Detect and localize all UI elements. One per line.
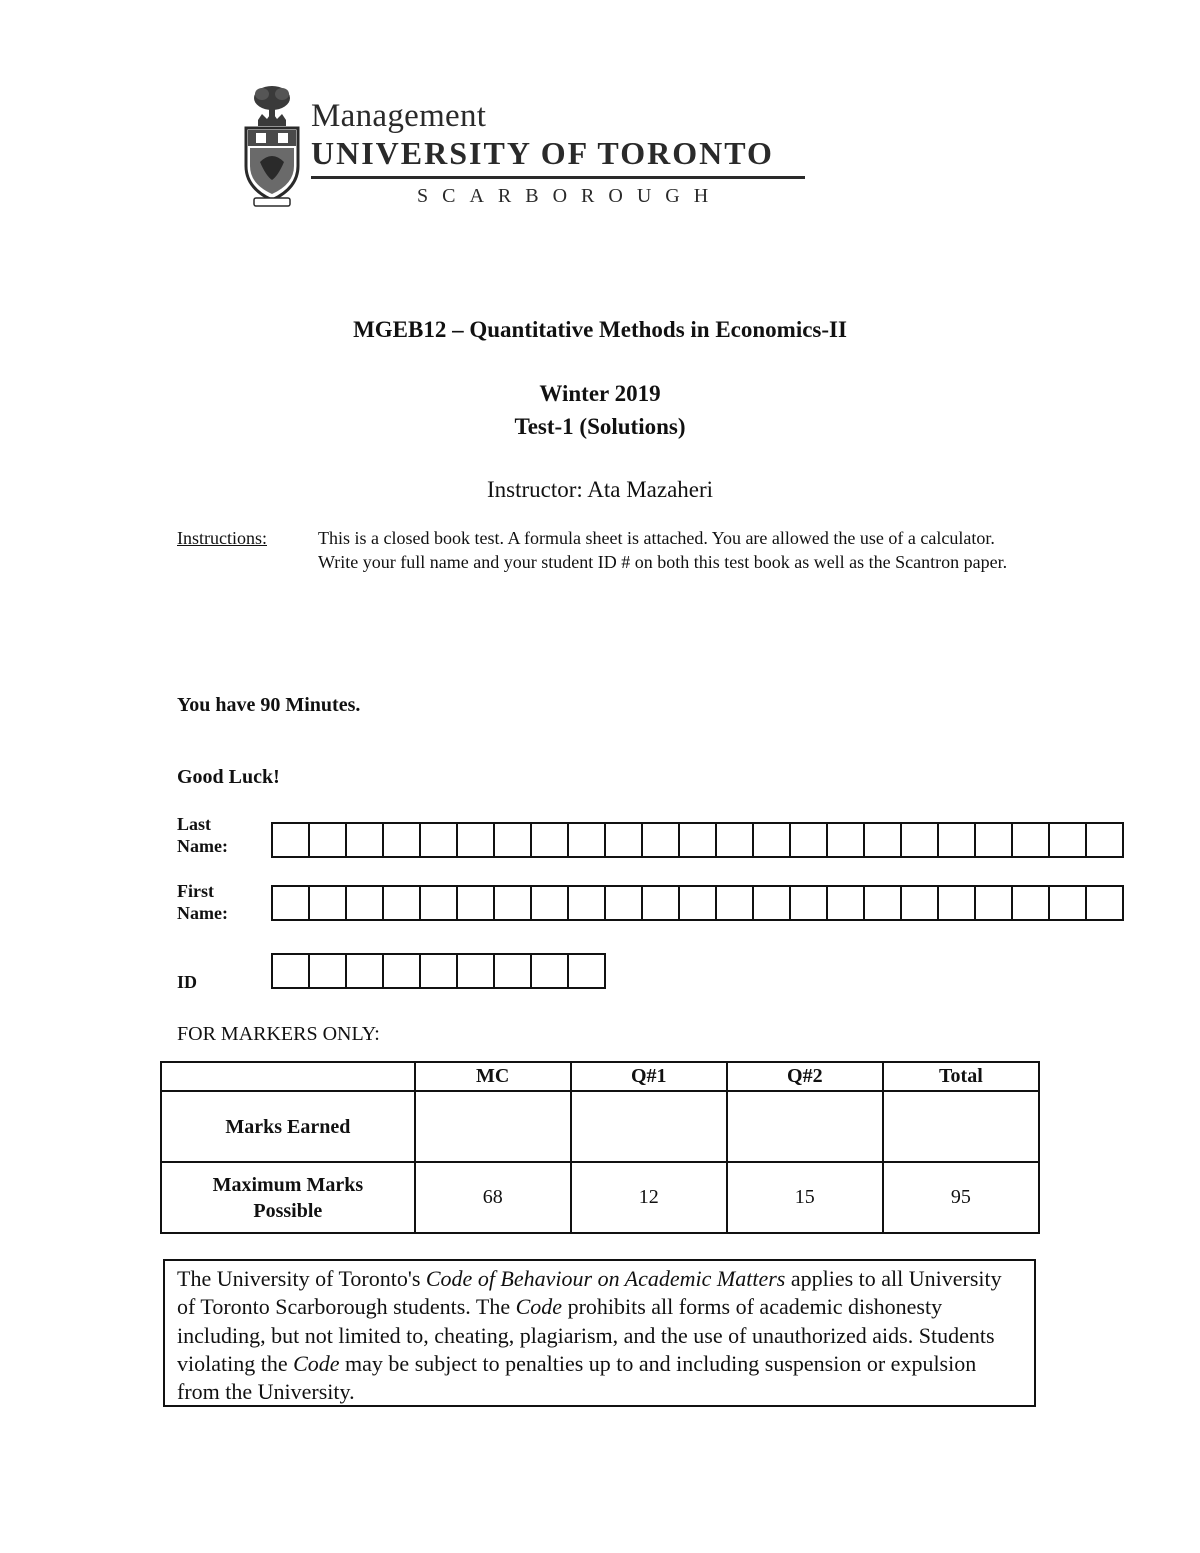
good-luck: Good Luck! bbox=[177, 766, 280, 788]
header-blank bbox=[161, 1062, 415, 1091]
instructions-line-2: Write your full name and your student ID # on both this test book as well as the Scantron paper. bbox=[318, 551, 1008, 572]
marks-earned-label: Marks Earned bbox=[161, 1091, 415, 1162]
max-total-value: 95 bbox=[883, 1162, 1039, 1233]
marks-earned-q2-cell[interactable] bbox=[727, 1091, 883, 1162]
last-name-boxes[interactable] bbox=[271, 822, 1124, 858]
last-name-box[interactable] bbox=[754, 822, 791, 858]
first-name-box[interactable] bbox=[680, 885, 717, 921]
last-name-label-line-1: Last bbox=[177, 814, 212, 834]
header-mc: MC bbox=[415, 1062, 571, 1091]
id-box[interactable] bbox=[421, 953, 458, 989]
last-name-label bbox=[177, 813, 257, 857]
code-notice-text-4: may be subject to penalties up to and including suspension or expulsion from the University. bbox=[177, 1350, 977, 1405]
instructions-label: Instructions: bbox=[177, 528, 267, 548]
id-box[interactable] bbox=[458, 953, 495, 989]
max-marks-row bbox=[161, 1162, 1039, 1233]
first-name-label-line-2: Name: bbox=[177, 903, 228, 923]
time-note: You have 90 Minutes. bbox=[177, 694, 361, 716]
last-name-box[interactable] bbox=[828, 822, 865, 858]
last-name-box[interactable] bbox=[1050, 822, 1087, 858]
last-name-box[interactable] bbox=[495, 822, 532, 858]
max-marks-label-line-1: Maximum Marks bbox=[212, 1173, 364, 1196]
first-name-box[interactable] bbox=[976, 885, 1013, 921]
first-name-box[interactable] bbox=[1050, 885, 1087, 921]
university-crest-icon bbox=[240, 84, 304, 208]
last-name-box[interactable] bbox=[458, 822, 495, 858]
logo-university-text: UNIVERSITY OF TORONTO bbox=[311, 135, 774, 171]
instructions-text bbox=[318, 527, 1018, 574]
max-q1-value: 12 bbox=[571, 1162, 727, 1233]
markers-title: FOR MARKERS ONLY: bbox=[177, 1023, 380, 1045]
marks-earned-mc-cell[interactable] bbox=[415, 1091, 571, 1162]
last-name-label-line-2: Name: bbox=[177, 836, 228, 856]
course-title: MGEB12 – Quantitative Methods in Economics-II bbox=[353, 317, 847, 342]
logo-divider bbox=[311, 176, 805, 179]
code-notice-italic-1: Code of Behaviour on Academic Matters bbox=[425, 1266, 786, 1291]
id-box[interactable] bbox=[495, 953, 532, 989]
marks-earned-total-cell[interactable] bbox=[883, 1091, 1039, 1162]
logo-campus-text: SCARBOROUGH bbox=[417, 185, 723, 207]
last-name-box[interactable] bbox=[865, 822, 902, 858]
id-boxes[interactable] bbox=[271, 953, 606, 989]
first-name-box[interactable] bbox=[1013, 885, 1050, 921]
max-marks-label bbox=[161, 1162, 415, 1233]
last-name-box[interactable] bbox=[384, 822, 421, 858]
code-of-behaviour-notice bbox=[163, 1259, 1036, 1407]
last-name-box[interactable] bbox=[976, 822, 1013, 858]
header-q1: Q#1 bbox=[571, 1062, 727, 1091]
first-name-box[interactable] bbox=[939, 885, 976, 921]
code-notice-text-3: prohibits all forms of academic dishonesty including, but not limited to, cheating, plagiarism, and the use of unauthorized aids. Students violating the bbox=[177, 1294, 995, 1376]
id-box[interactable] bbox=[273, 953, 310, 989]
code-notice-italic-3: Code bbox=[293, 1350, 340, 1376]
last-name-box[interactable] bbox=[1087, 822, 1124, 858]
last-name-box[interactable] bbox=[310, 822, 347, 858]
last-name-box[interactable] bbox=[569, 822, 606, 858]
id-label: ID bbox=[177, 972, 198, 992]
header-total: Total bbox=[883, 1062, 1039, 1091]
last-name-box[interactable] bbox=[643, 822, 680, 858]
id-box[interactable] bbox=[384, 953, 421, 989]
test-name: Test-1 (Solutions) bbox=[514, 414, 686, 439]
first-name-box[interactable] bbox=[347, 885, 384, 921]
markers-table bbox=[160, 1061, 1040, 1234]
marks-earned-row bbox=[161, 1091, 1039, 1162]
first-name-box[interactable] bbox=[606, 885, 643, 921]
code-notice-text-2: applies to all University of Toronto Scarborough students. The bbox=[177, 1266, 1002, 1320]
first-name-box[interactable] bbox=[569, 885, 606, 921]
last-name-box[interactable] bbox=[717, 822, 754, 858]
id-box[interactable] bbox=[347, 953, 384, 989]
last-name-box[interactable] bbox=[791, 822, 828, 858]
first-name-box[interactable] bbox=[310, 885, 347, 921]
code-notice-italic-2: Code bbox=[515, 1294, 563, 1320]
first-name-box[interactable] bbox=[754, 885, 791, 921]
last-name-box[interactable] bbox=[1013, 822, 1050, 858]
last-name-box[interactable] bbox=[347, 822, 384, 858]
logo-management-text: Management bbox=[311, 98, 487, 134]
header-q2: Q#2 bbox=[727, 1062, 883, 1091]
first-name-box[interactable] bbox=[902, 885, 939, 921]
last-name-box[interactable] bbox=[606, 822, 643, 858]
id-box[interactable] bbox=[532, 953, 569, 989]
id-box[interactable] bbox=[310, 953, 347, 989]
first-name-label bbox=[177, 880, 257, 924]
first-name-box[interactable] bbox=[384, 885, 421, 921]
first-name-box[interactable] bbox=[532, 885, 569, 921]
max-q2-value: 15 bbox=[727, 1162, 883, 1233]
code-notice-text-1: The University of Toronto's bbox=[177, 1266, 426, 1291]
first-name-box[interactable] bbox=[273, 885, 310, 921]
first-name-box[interactable] bbox=[643, 885, 680, 921]
term: Winter 2019 bbox=[539, 381, 661, 406]
instructions-line-1: This is a closed book test. A formula sheet is attached. You are allowed the use of a calculator. bbox=[318, 528, 995, 548]
first-name-box[interactable] bbox=[717, 885, 754, 921]
max-marks-label-line-2: Possible bbox=[253, 1199, 323, 1222]
marks-earned-q1-cell[interactable] bbox=[571, 1091, 727, 1162]
max-mc-value: 68 bbox=[415, 1162, 571, 1233]
last-name-box[interactable] bbox=[939, 822, 976, 858]
id-box[interactable] bbox=[569, 953, 606, 989]
table-header-row bbox=[161, 1062, 1039, 1091]
first-name-box[interactable] bbox=[495, 885, 532, 921]
first-name-box[interactable] bbox=[421, 885, 458, 921]
last-name-box[interactable] bbox=[273, 822, 310, 858]
instructor: Instructor: Ata Mazaheri bbox=[486, 477, 714, 502]
first-name-box[interactable] bbox=[1087, 885, 1124, 921]
first-name-box[interactable] bbox=[458, 885, 495, 921]
last-name-box[interactable] bbox=[680, 822, 717, 858]
first-name-box[interactable] bbox=[828, 885, 865, 921]
first-name-box[interactable] bbox=[865, 885, 902, 921]
first-name-boxes[interactable] bbox=[271, 885, 1124, 921]
first-name-box[interactable] bbox=[791, 885, 828, 921]
first-name-label-line-1: First bbox=[177, 881, 214, 901]
last-name-box[interactable] bbox=[421, 822, 458, 858]
last-name-box[interactable] bbox=[902, 822, 939, 858]
last-name-box[interactable] bbox=[532, 822, 569, 858]
